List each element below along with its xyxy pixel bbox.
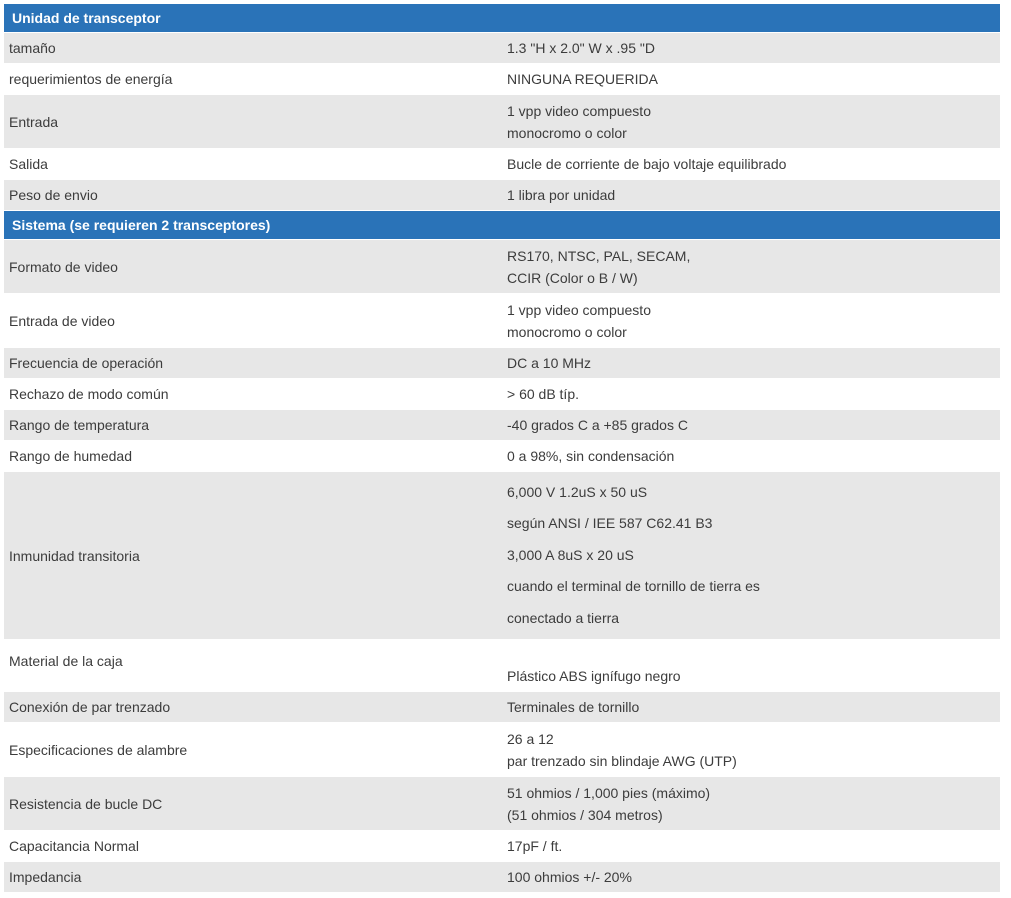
spec-row	[4, 472, 1000, 640]
spec-value	[502, 777, 1000, 831]
spec-row	[4, 410, 1000, 441]
spec-value-line: conectado a tierra	[507, 609, 620, 626]
spec-value-line: monocromo o color	[507, 323, 627, 340]
section-header-sistema	[4, 211, 1000, 240]
spec-value: 1 libra por unidad	[502, 180, 1000, 211]
spec-row	[4, 831, 1000, 862]
spec-value-line: 3,000 A 8uS x 20 uS	[507, 546, 634, 563]
spec-value-line: cuando el terminal de tornillo de tierra es	[507, 578, 760, 595]
spec-label: tamaño	[4, 33, 502, 64]
spec-value: 0 a 98%, sin condensación	[502, 441, 1000, 472]
spec-value: NINGUNA REQUERIDA	[502, 64, 1000, 95]
spec-value: 1.3 "H x 2.0" W x .95 "D	[502, 33, 1000, 64]
spec-value-line: par trenzado sin blindaje AWG (UTP)	[507, 752, 737, 769]
section-header-transceptor	[4, 4, 1000, 33]
spec-label: Frecuencia de operación	[4, 348, 502, 379]
spec-row	[4, 240, 1000, 294]
spec-table	[4, 4, 1000, 893]
spec-label: Inmunidad transitoria	[4, 472, 502, 640]
spec-value	[502, 294, 1000, 348]
spec-row	[4, 777, 1000, 831]
spec-row	[4, 149, 1000, 180]
spec-row	[4, 33, 1000, 64]
spec-label: Formato de video	[4, 240, 502, 294]
spec-label: Peso de envio	[4, 180, 502, 211]
spec-value	[502, 472, 1000, 640]
spec-label: Especificaciones de alambre	[4, 723, 502, 777]
spec-value	[502, 723, 1000, 777]
spec-row	[4, 294, 1000, 348]
spec-row	[4, 692, 1000, 723]
spec-label: Entrada de video	[4, 294, 502, 348]
spec-label: Salida	[4, 149, 502, 180]
section-title: Sistema (se requieren 2 transceptores)	[4, 211, 1000, 240]
spec-value: > 60 dB típ.	[502, 379, 1000, 410]
spec-value: DC a 10 MHz	[502, 348, 1000, 379]
spec-label: Entrada	[4, 95, 502, 149]
spec-value-line: 26 a 12	[507, 730, 554, 747]
spec-label: Rechazo de modo común	[4, 379, 502, 410]
spec-value-line: 1 vpp video compuesto	[507, 102, 651, 119]
spec-value	[502, 640, 1000, 692]
spec-value: Bucle de corriente de bajo voltaje equilibrado	[502, 149, 1000, 180]
spec-label: Conexión de par trenzado	[4, 692, 502, 723]
spec-value-line: 51 ohmios / 1,000 pies (máximo)	[507, 784, 711, 801]
spec-value-line: CCIR (Color o B / W)	[507, 269, 638, 286]
spec-label: Rango de humedad	[4, 441, 502, 472]
spec-row	[4, 723, 1000, 777]
spec-value: 100 ohmios +/- 20%	[502, 862, 1000, 893]
spec-value	[502, 95, 1000, 149]
spec-label: Rango de temperatura	[4, 410, 502, 441]
spec-label: Capacitancia Normal	[4, 831, 502, 862]
spec-value: 17pF / ft.	[502, 831, 1000, 862]
spec-row	[4, 95, 1000, 149]
spec-label-text: Material de la caja	[9, 652, 123, 669]
spec-row	[4, 379, 1000, 410]
spec-row	[4, 64, 1000, 95]
spec-label: Resistencia de bucle DC	[4, 777, 502, 831]
spec-row	[4, 441, 1000, 472]
spec-value-line: RS170, NTSC, PAL, SECAM,	[507, 247, 691, 264]
spec-row	[4, 862, 1000, 893]
spec-value-line: 1 vpp video compuesto	[507, 301, 651, 318]
spec-value-line: 6,000 V 1.2uS x 50 uS	[507, 483, 648, 500]
spec-row	[4, 640, 1000, 692]
spec-label	[4, 640, 502, 692]
spec-value-line: monocromo o color	[507, 124, 627, 141]
section-title: Unidad de transceptor	[4, 4, 1000, 33]
spec-label: Impedancia	[4, 862, 502, 893]
spec-row	[4, 180, 1000, 211]
spec-value: Terminales de tornillo	[502, 692, 1000, 723]
spec-value-line: Plástico ABS ignífugo negro	[507, 667, 681, 684]
spec-value-line: (51 ohmios / 304 metros)	[507, 806, 663, 823]
spec-row	[4, 348, 1000, 379]
spec-label: requerimientos de energía	[4, 64, 502, 95]
spec-value: -40 grados C a +85 grados C	[502, 410, 1000, 441]
spec-value-line: según ANSI / IEE 587 C62.41 B3	[507, 515, 713, 532]
spec-value	[502, 240, 1000, 294]
